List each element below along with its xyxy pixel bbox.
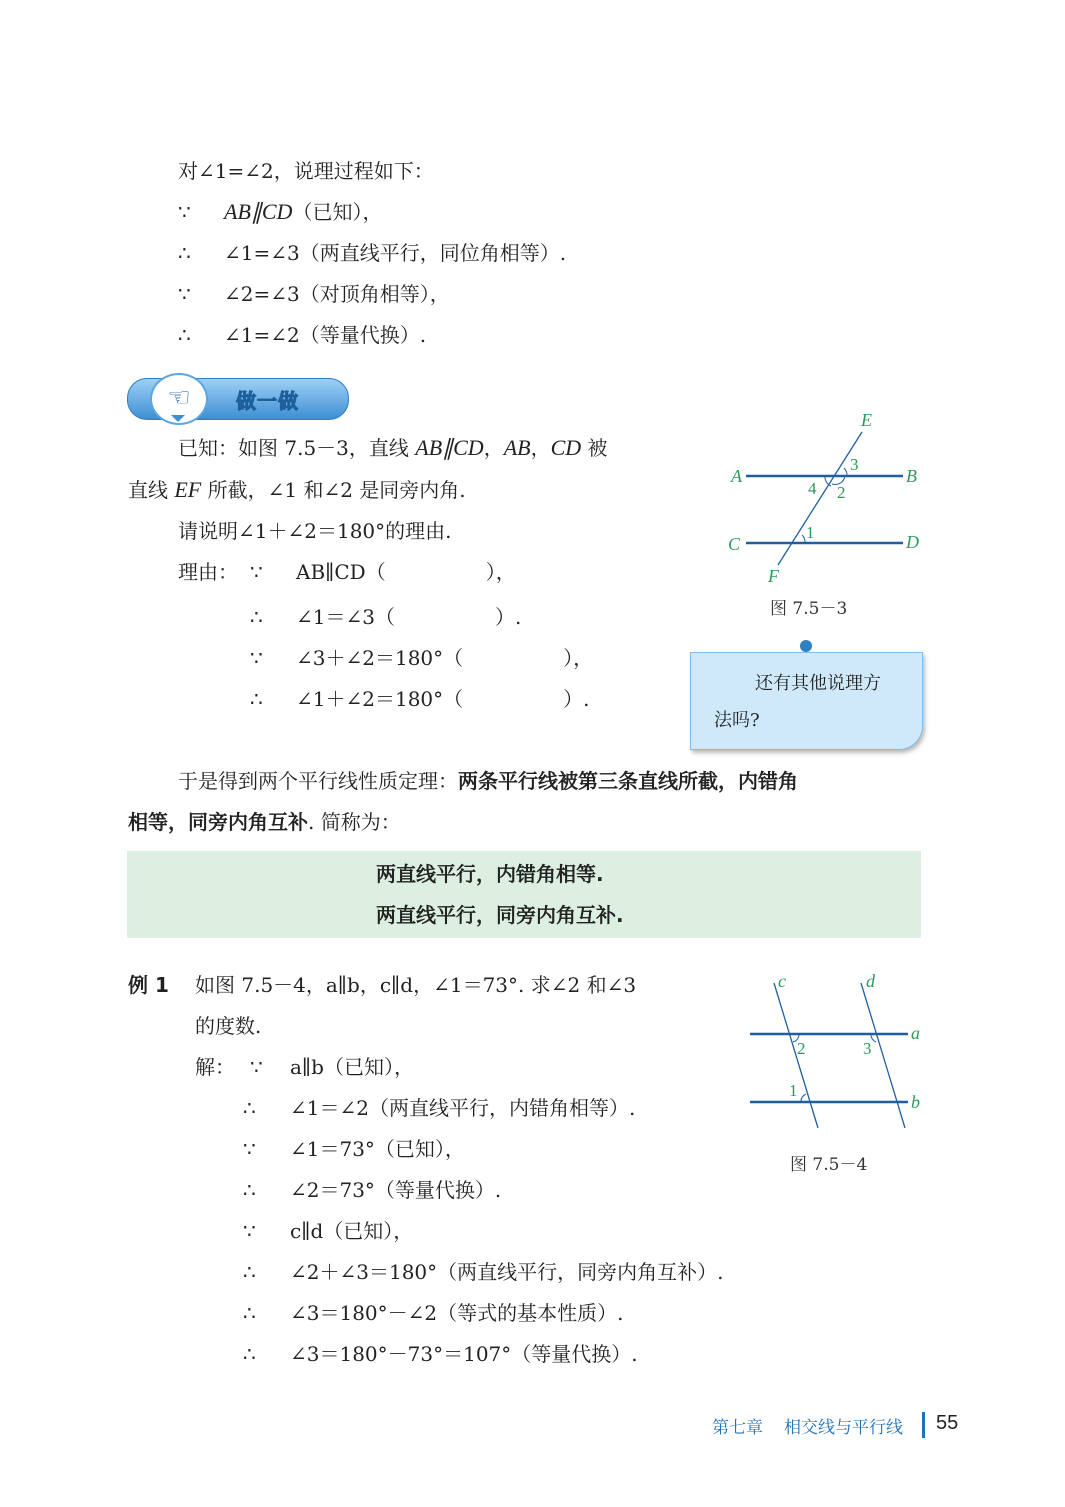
angle-label-2: 2 (797, 1039, 806, 1058)
because-symbol: ∵ (250, 1055, 263, 1079)
proof-line: ∠1=∠2（等量代换）. (224, 323, 427, 347)
solution-line: ∠3＝180°－∠2（等式的基本性质）. (290, 1301, 624, 1325)
footer-chapter: 第七章 (712, 1418, 763, 1438)
solution-line: ∠2＝73°（等量代换）. (290, 1178, 502, 1202)
pointing-hand-icon: ☜ (150, 373, 208, 425)
activity-title: 做一做 (236, 389, 299, 413)
footer-chapter-title: 相交线与平行线 (784, 1418, 903, 1438)
solution-line: ∠1＝73°（已知）， (290, 1137, 465, 1161)
therefore-symbol: ∴ (178, 323, 191, 347)
therefore-symbol: ∴ (250, 605, 263, 629)
because-symbol: ∵ (178, 282, 191, 306)
given-line-1: 已知：如图 7.5－3，直线 AB∥CD，AB，CD 被 (178, 435, 608, 460)
solution-line: c∥d（已知）， (290, 1219, 414, 1243)
example-question-2: 的度数. (195, 1014, 262, 1038)
proof-line: ∠1=∠3（两直线平行，同位角相等）. (224, 241, 567, 265)
therefore-symbol: ∴ (243, 1301, 256, 1325)
label-e: E (861, 410, 872, 430)
figure-7-5-4 (740, 960, 940, 1180)
figure-caption: 图 7.5－3 (770, 599, 848, 619)
note-text-1: 还有其他说理方 (755, 673, 881, 694)
theorem-line-1: 于是得到两个平行线性质定理：两条平行线被第三条直线所截，内错角 (178, 769, 798, 793)
figure-7-5-3 (700, 400, 940, 630)
solution-line: a∥b（已知）， (290, 1055, 414, 1079)
because-symbol: ∵ (250, 646, 263, 670)
because-symbol: ∵ (178, 200, 191, 224)
proof-line: AB∥CD（已知）， (224, 199, 383, 224)
solution-label: 解： (195, 1055, 235, 1079)
label-d: d (866, 971, 875, 991)
angle-label-3: 3 (863, 1039, 872, 1058)
angle-label-4: 4 (808, 479, 817, 498)
therefore-symbol: ∴ (250, 687, 263, 711)
reason-blank-1[interactable]: AB∥CD（ ）， (296, 560, 516, 584)
therefore-symbol: ∴ (178, 241, 191, 265)
label-f: F (768, 566, 779, 586)
because-symbol: ∵ (243, 1219, 256, 1243)
solution-line: ∠1＝∠2（两直线平行，内错角相等）. (290, 1096, 636, 1120)
reason-blank-3[interactable]: ∠3＋∠2＝180°（ ）， (296, 646, 594, 670)
reason-blank-4[interactable]: ∠1＋∠2＝180°（ ）. (296, 687, 590, 711)
line-c (774, 983, 818, 1128)
down-arrow-icon (171, 415, 185, 422)
label-b: b (911, 1092, 920, 1112)
sticky-note (690, 652, 923, 750)
label-a: A (731, 466, 742, 486)
label-c: c (778, 971, 786, 991)
summary-line-2: 两直线平行，同旁内角互补. (376, 903, 624, 927)
therefore-symbol: ∴ (243, 1178, 256, 1202)
summary-line-1: 两直线平行，内错角相等. (376, 862, 604, 886)
label-c: C (728, 534, 741, 554)
angle-label-1: 1 (789, 1081, 798, 1100)
figure-caption: 图 7.5－4 (790, 1155, 868, 1175)
proof-line: ∠2=∠3（对顶角相等）， (224, 282, 450, 306)
reason-blank-2[interactable]: ∠1＝∠3（ ）. (296, 605, 522, 629)
question: 请说明∠1＋∠2＝180°的理由. (178, 519, 452, 543)
proof-intro: 对∠1=∠2，说理过程如下： (178, 159, 434, 183)
theorem-line-2: 相等，同旁内角互补. 简称为： (128, 810, 401, 834)
label-a: a (911, 1023, 920, 1043)
theorem-summary-box (127, 851, 921, 938)
given-line-2: 直线 EF 所截，∠1 和∠2 是同旁内角. (128, 477, 466, 502)
note-text-2: 法吗? (714, 710, 760, 731)
activity-banner (127, 378, 349, 420)
pushpin-icon (800, 640, 812, 652)
line-ef (778, 432, 862, 565)
label-d: D (906, 532, 919, 552)
therefore-symbol: ∴ (243, 1260, 256, 1284)
solution-line: ∠2＋∠3＝180°（两直线平行，同旁内角互补）. (290, 1260, 724, 1284)
therefore-symbol: ∴ (243, 1342, 256, 1366)
because-symbol: ∵ (243, 1137, 256, 1161)
example-label: 例 1 (128, 973, 169, 997)
angle-label-3: 3 (850, 455, 859, 474)
example-question-1: 如图 7.5－4，a∥b，c∥d，∠1＝73°. 求∠2 和∠3 (195, 973, 637, 997)
footer-divider (922, 1412, 925, 1438)
because-symbol: ∵ (250, 560, 263, 584)
solution-line: ∠3＝180°－73°＝107°（等量代换）. (290, 1342, 638, 1366)
angle-label-2: 2 (837, 483, 846, 502)
angle-label-1: 1 (806, 523, 815, 542)
angle-4-arc (825, 476, 831, 486)
therefore-symbol: ∴ (243, 1096, 256, 1120)
page-number: 55 (936, 1412, 959, 1434)
reason-label: 理由： (178, 560, 238, 584)
label-b: B (906, 466, 917, 486)
